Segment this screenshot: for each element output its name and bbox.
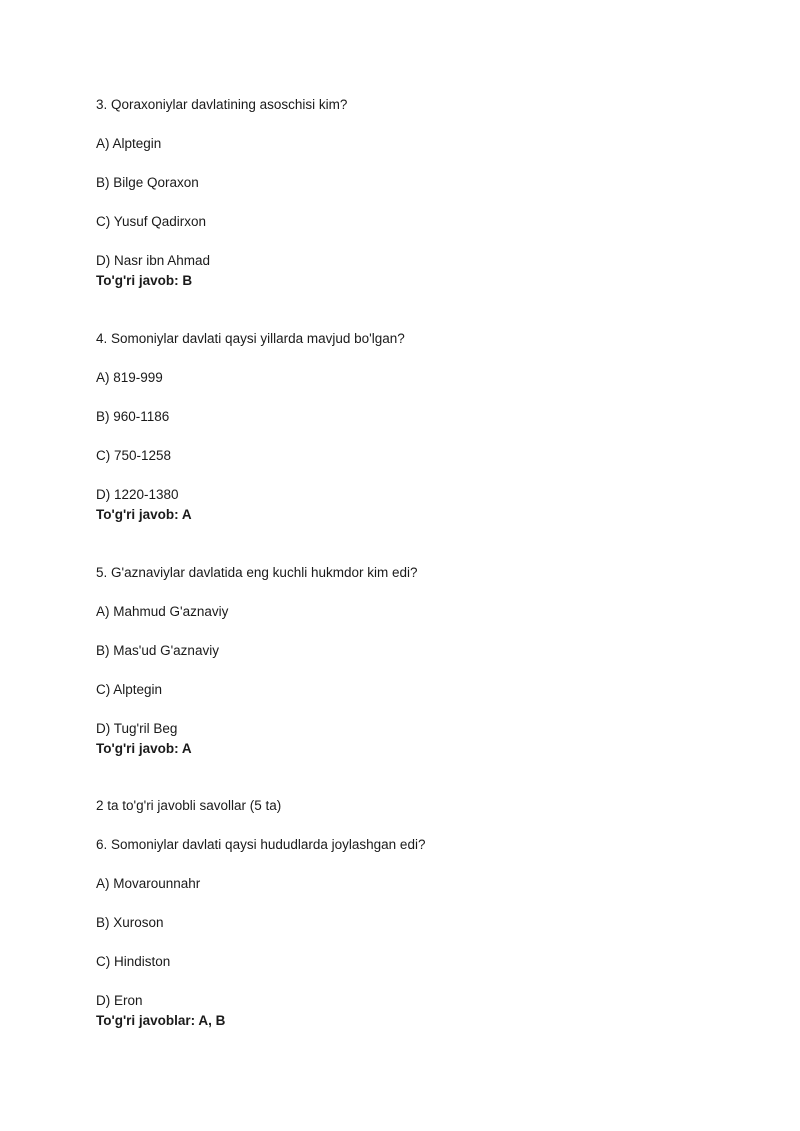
- question-5-option-c: C) Alptegin: [96, 682, 163, 697]
- question-6-option-d: D) Eron: [96, 993, 143, 1008]
- question-6-answer: To'g'ri javoblar: A, B: [96, 1013, 226, 1028]
- question-6: 6. Somoniylar davlati qaysi hududlarda joylashgan edi?: [96, 837, 426, 852]
- question-5-option-a: A) Mahmud G'aznaviy: [96, 604, 229, 619]
- question-4-option-b: B) 960-1186: [96, 409, 170, 424]
- question-4-option-d: D) 1220-1380: [96, 487, 179, 502]
- question-6-option-c: C) Hindiston: [96, 954, 171, 969]
- question-5: 5. G'aznaviylar davlatida eng kuchli hukmdor kim edi?: [96, 565, 418, 580]
- question-6-option-a: A) Movarounnahr: [96, 876, 201, 891]
- question-3: 3. Qoraxoniylar davlatining asoschisi kim?: [96, 97, 348, 112]
- question-3-answer: To'g'ri javob: B: [96, 273, 193, 288]
- section-heading: 2 ta to'g'ri javobli savollar (5 ta): [96, 798, 282, 813]
- question-4-option-a: A) 819-999: [96, 370, 163, 385]
- question-4-option-c: C) 750-1258: [96, 448, 172, 463]
- question-4: 4. Somoniylar davlati qaysi yillarda mavjud bo'lgan?: [96, 331, 405, 346]
- question-5-option-d: D) Tug'ril Beg: [96, 721, 178, 736]
- question-3-option-d: D) Nasr ibn Ahmad: [96, 253, 211, 268]
- question-4-answer: To'g'ri javob: A: [96, 507, 192, 522]
- question-5-answer: To'g'ri javob: A: [96, 741, 192, 756]
- question-5-option-b: B) Mas'ud G'aznaviy: [96, 643, 219, 658]
- question-3-option-b: B) Bilge Qoraxon: [96, 175, 199, 190]
- question-6-option-b: B) Xuroson: [96, 915, 164, 930]
- question-3-option-a: A) Alptegin: [96, 136, 162, 151]
- question-3-option-c: C) Yusuf Qadirxon: [96, 214, 207, 229]
